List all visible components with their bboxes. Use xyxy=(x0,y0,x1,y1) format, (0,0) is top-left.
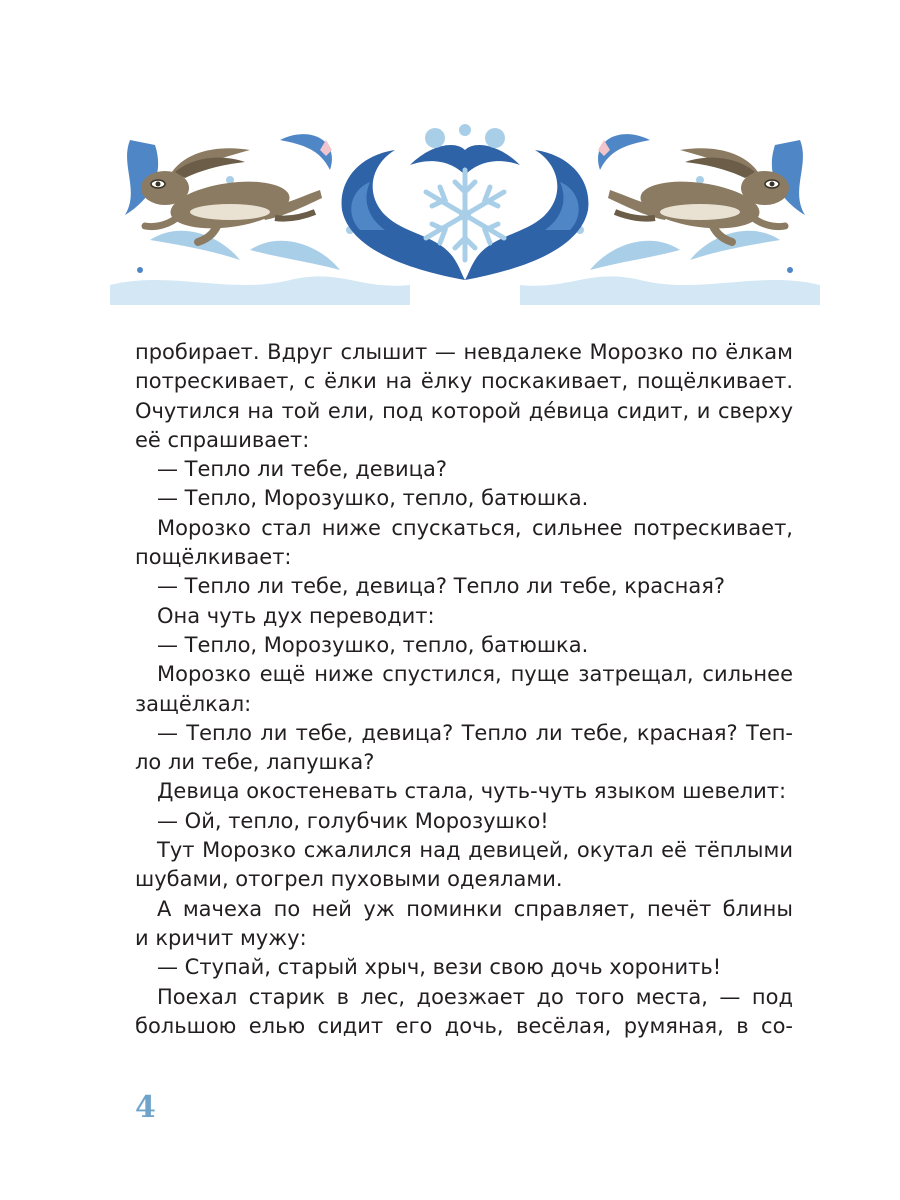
text-line: Очутился на той ели, под которой де́вица сидит, и сверху xyxy=(135,398,793,423)
text-line: её спрашивает: xyxy=(135,427,310,452)
dialogue-line: — Тепло, Морозушко, тепло, батюшка. xyxy=(157,632,589,657)
dialogue-line: — Ой, тепло, голубчик Морозушко! xyxy=(157,808,549,833)
page-number: 4 xyxy=(135,1090,156,1125)
text-line: шубами, отогрел пуховыми одеялами. xyxy=(135,867,563,892)
story-text xyxy=(135,338,793,1041)
header-ornament xyxy=(110,120,820,305)
text-line: потрескивает, с ёлки на ёлку поскакивает, пощёлкивает. xyxy=(135,369,793,394)
dialogue-line: — Тепло ли тебе, девица? Тепло ли тебе, красная? Теп- xyxy=(157,720,793,745)
text-line: Тут Морозко сжалился над девицей, окутал её тёплыми xyxy=(157,838,793,863)
text-line: большою елью сидит его дочь, весёлая, румяная, в со- xyxy=(135,1013,793,1038)
text-line: Морозко ещё ниже спустился, пуще затрещал, сильнее xyxy=(157,662,793,687)
dialogue-line: — Тепло ли тебе, девица? xyxy=(157,457,447,482)
text-line: Морозко стал ниже спускаться, сильнее потрескивает, xyxy=(157,515,793,540)
dialogue-line: — Ступай, старый хрыч, вези свою дочь хоронить! xyxy=(157,955,722,980)
dialogue-line: — Тепло ли тебе, девица? Тепло ли тебе, красная? xyxy=(157,574,726,599)
text-line: Девица окостеневать стала, чуть-чуть языком шевелит: xyxy=(157,779,787,804)
text-line: и кричит мужу: xyxy=(135,925,307,950)
dialogue-line: — Тепло, Морозушко, тепло, батюшка. xyxy=(157,486,589,511)
text-line: Поехал старик в лес, доезжает до того места, — под xyxy=(157,984,793,1009)
hare-left-icon xyxy=(141,148,322,242)
text-line: А мачеха по ней уж поминки справляет, печёт блины xyxy=(157,896,793,921)
text-line: Она чуть дух переводит: xyxy=(157,603,435,628)
text-line: ло ли тебе, лапушка? xyxy=(135,750,375,775)
text-line: пробирает. Вдруг слышит — невдалеке Морозко по ёлкам xyxy=(135,340,793,364)
text-line: пощёлкивает: xyxy=(135,545,292,570)
hare-right-icon xyxy=(608,148,789,242)
text-line: защёлкал: xyxy=(135,691,252,716)
